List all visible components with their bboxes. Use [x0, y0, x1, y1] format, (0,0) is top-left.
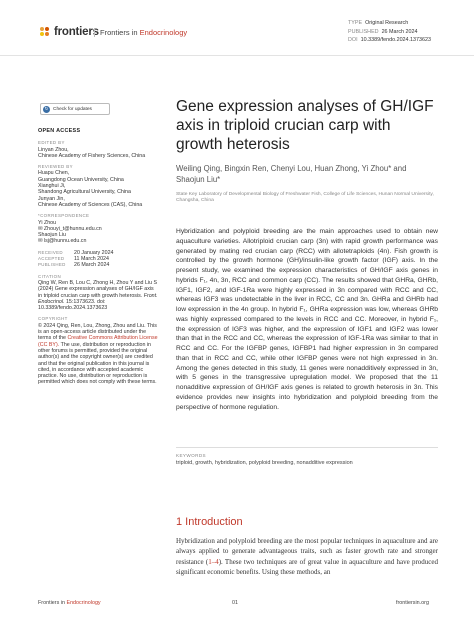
- citation-text: Qing W, Ren B, Lou C, Zhong H, Zhou Y and Liu S (2024) Gene expression analyses of GH/IGF axis in triploid crucian carp with growth heterosis. Front. Endocrinol. 15:1373623. doi: 10.3389/fendo.2024.1373623: [38, 279, 158, 312]
- brand-name: frontiers: [54, 26, 99, 38]
- section-heading-introduction: 1 Introduction: [176, 516, 243, 528]
- keywords-divider: [176, 447, 438, 448]
- affiliation: State Key Laboratory of Developmental Biology of Freshwater Fish, College of Life Sciences, Hunan Normal University, Changsha, China: [176, 192, 434, 203]
- article-info-sidebar: OPEN ACCESS EDITED BY Linyan Zhou, Chinese Academy of Fishery Sciences, China REVIEWED BY Huapu Chen, Guangdong Ocean University, China Xianghui Ji, Shandong Agricultural University, China Junyan Jin, Chinese Academy of Sciences (CAS), China *CORRESPONDENCE Yi Zhou ✉ Zhouyi_t@hunnu.edu.cn Shaojun Liu ✉ lsj@hunnu.edu.cn RECEIVED 20 January 2024 ACCEPTED 11 March 2024 PUBLISHED 26 March 2024 CITATION Qing W, Ren B, Lou C, Zhong H, Zhou Y and Liu S (2024) Gene expression analyses of GH/IGF axis in triploid crucian carp with growth heterosis. Front. Endocrinol. 15:1373623. doi: 10.3389/fendo.2024.1373623 COPYRIGHT © 2024 Qing, Ren, Lou, Zhong, Zhou and Liu. This is an open-access article distributed under the terms of the Creative Commons Attribution License (CC BY). The use, distribution or reproduction in other forums is permitted, provided the original author(s) and the copyright owner(s) are credited and that the original publication in this journal is cited, in accordance with accepted academic practice. No use, distribution or reproduction is permitted which does not comply with these terms.: [38, 128, 158, 386]
- check-updates-button[interactable]: ↻ Check for updates: [40, 103, 110, 115]
- abstract: Hybridization and polyploid breeding are the main approaches used to obtain new aquaculture varieties. Allotriploid crucian carp (3n) with rapid growth performance was generated by mating red crucian carp (RCC) with allotetraploids (4n). Fish growth is controlled by the growth hormone (GH)/insulin-like growth factor (IGF) axis. In the present study, we examined the expression characteristics of GH/IGF axis genes in hybrids F₁, 4n, 3n, RCC and common carp (CC). The results showed that GHRa, GHRb, IGF1, IGF2, and IGF-1Ra were highly expressed in 3n compared with RCC and CC, whereas IGF3 was undetectable in the liver in RCC, CC and 3n. GHRa and GHRb had low expression in the 4n group. In hybrid F₁, GHRa expression was low, whereas GHRb was highly expressed compared to the levels in RCC and CC. Moreover, in hybrid F₁, the expression of IGF3 was higher, and the expression of IGF1 and IGF2 was lower than that in the RCC and CC, whereas the expression of IGF-1Ra was similar to that in RCC and CC. For the IGFBP genes, IGFBP1 had higher expression in 3n compared than that in RCC and CC, while other IGFBP genes were not high expressed in 3n. Among the genes detected in this study, 11 genes were nonadditively expressed in 3n, with 5 genes in the transgressive upregulation model. We proposed that the 11 nonadditive expression of GH/IGF axis genes is related to growth heterosis in 3n. This evidence provides new insights into hybridization and polyploid breeding from the perspective of hormone regulation.: [176, 228, 438, 411]
- article-title: Gene expression analyses of GH/IGF axis in triploid crucian carp with growth heterosis: [176, 98, 434, 153]
- copyright-text: © 2024 Qing, Ren, Lou, Zhong, Zhou and Liu. This is an open-access article distributed under the terms of the Creative Commons Attribution License (CC BY). The use, distribution or reproduction in other forums is permitted, provided the original author(s) and the copyright owner(s) are credited and that the original publication in this journal is cited, in accordance with accepted academic practice. No use, distribution or reproduction is permitted which does not comply with these terms.: [38, 322, 158, 386]
- introduction-text: Hybridization and polyploid breeding are the most popular techniques in aquaculture and are always applied to generate advantageous traits, such as faster growth rate and stronger resistance (1–4). These two techniques are of great value in aquaculture and have produced significant economic benefits. Using these methods, an: [176, 537, 438, 576]
- page-number: 01: [232, 600, 238, 606]
- reference-link[interactable]: 1–4: [208, 557, 219, 566]
- email-link-liu[interactable]: ✉ lsj@hunnu.edu.cn: [38, 238, 87, 245]
- journal-name: Frontiers in Endocrinology: [94, 28, 187, 37]
- keywords: triploid, growth, hybridization, polyploid breeding, nonadditive expression: [176, 460, 353, 466]
- refresh-icon: ↻: [44, 106, 49, 111]
- email-link-zhou[interactable]: ✉ Zhouyi_t@hunnu.edu.cn: [38, 225, 102, 232]
- keywords-label: KEYWORDS: [176, 453, 206, 458]
- doi-link[interactable]: 10.3389/fendo.2024.1373623: [360, 37, 432, 44]
- frontiers-logo-icon: [40, 27, 50, 37]
- license-link[interactable]: Creative Commons Attribution License (CC BY).: [38, 335, 158, 348]
- article-meta: TYPE Original Research PUBLISHED 26 March 2024 DOI 10.3389/fendo.2024.1373623: [348, 20, 432, 44]
- header-divider: [0, 55, 474, 56]
- site-link[interactable]: frontiersin.org: [396, 600, 429, 606]
- footer-journal: Frontiers in Endocrinology: [38, 600, 101, 606]
- dates-block: RECEIVED 20 January 2024 ACCEPTED 11 March 2024 PUBLISHED 26 March 2024: [38, 249, 114, 269]
- open-access-label: OPEN ACCESS: [38, 128, 81, 134]
- frontiers-logo[interactable]: [40, 26, 99, 38]
- author-list: Weiling Qing, Bingxin Ren, Chenyi Lou, Huan Zhong, Yi Zhou* and Shaojun Liu*: [176, 164, 407, 184]
